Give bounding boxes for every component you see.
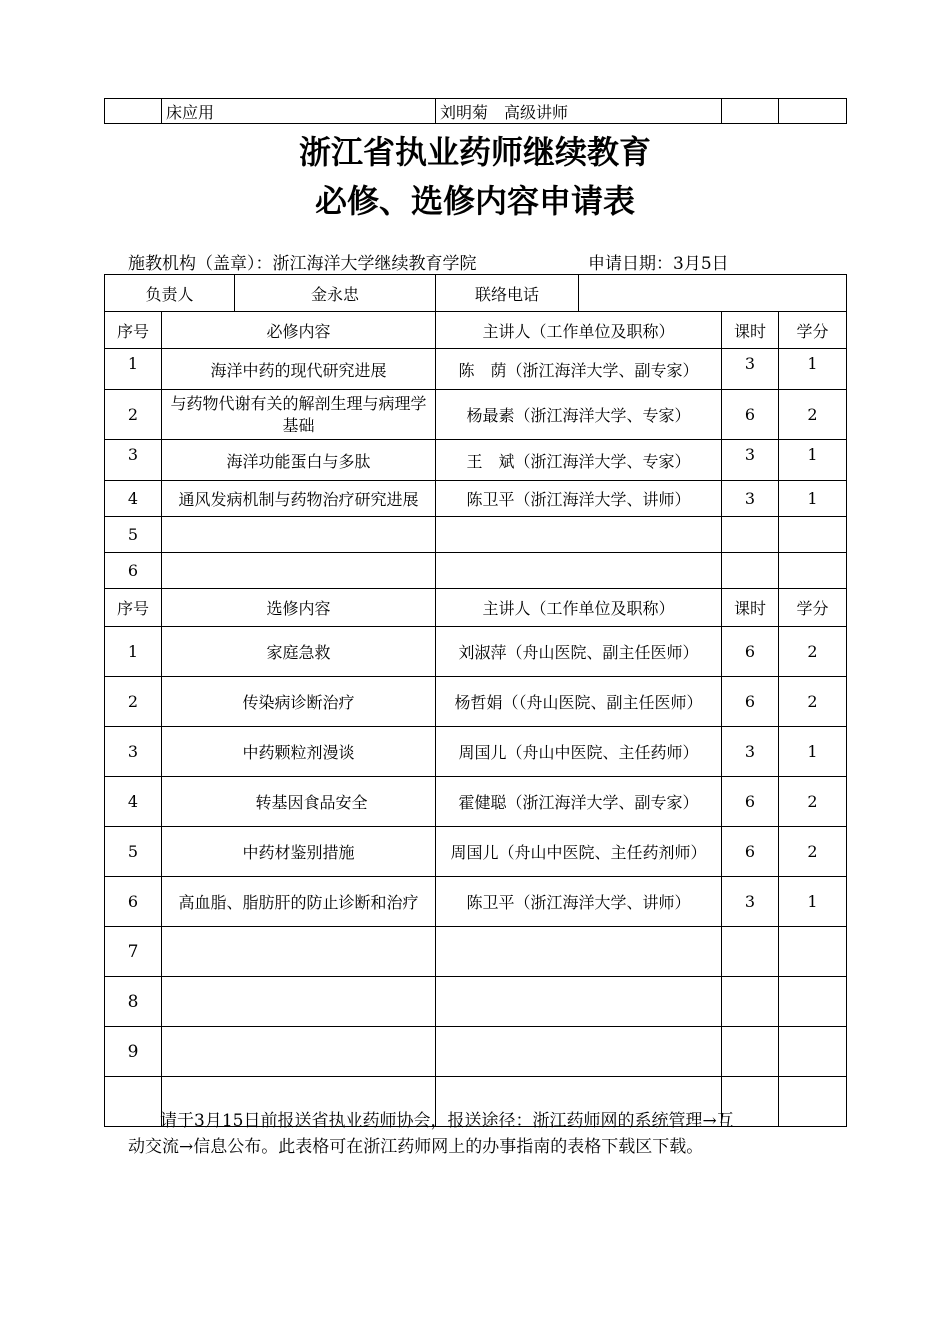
required-content: 与药物代谢有关的解剖生理与病理学基础 — [162, 390, 436, 440]
required-content: 海洋中药的现代研究进展 — [162, 349, 436, 390]
elective-header-row — [105, 589, 847, 627]
elective-lecturer — [436, 927, 722, 977]
table-row — [105, 553, 847, 589]
elective-credits: 1 — [779, 727, 847, 777]
elective-content: 转基因食品安全 — [162, 777, 436, 827]
elective-hours — [722, 977, 779, 1027]
required-credits: 1 — [779, 481, 847, 517]
footer-note-line-2: 动交流→信息公布。此表格可在浙江药师网上的办事指南的表格下载区下载。 — [128, 1137, 704, 1157]
elective-credits: 2 — [779, 777, 847, 827]
required-lecturer: 王 斌（浙江海洋大学、专家） — [436, 440, 722, 481]
responsible-label: 负责人 — [105, 275, 235, 312]
responsible-value: 金永忠 — [235, 275, 436, 312]
elective-no: 4 — [105, 777, 162, 827]
elective-no: 3 — [105, 727, 162, 777]
required-header-row — [105, 312, 847, 349]
elective-lecturer: 杨哲娟（（舟山医院、副主任医师） — [436, 677, 722, 727]
elective-content: 高血脂、脂肪肝的防止诊断和治疗 — [162, 877, 436, 927]
elective-content: 传染病诊断治疗 — [162, 677, 436, 727]
elective-credits: 2 — [779, 827, 847, 877]
elective-header-credits: 学分 — [779, 589, 847, 627]
elective-credits: 2 — [779, 677, 847, 727]
required-credits — [779, 553, 847, 589]
elective-credits: 1 — [779, 877, 847, 927]
required-no: 5 — [105, 517, 162, 553]
elective-no: 6 — [105, 877, 162, 927]
required-no: 4 — [105, 481, 162, 517]
phone-value — [579, 275, 847, 312]
table-row — [105, 827, 847, 877]
table-row — [105, 677, 847, 727]
elective-hours: 3 — [722, 877, 779, 927]
required-lecturer: 杨最素（浙江海洋大学、专家） — [436, 390, 722, 440]
elective-hours — [722, 1027, 779, 1077]
top-row-cell-4 — [779, 99, 847, 124]
elective-content: 中药颗粒剂漫谈 — [162, 727, 436, 777]
table-row — [105, 481, 847, 517]
required-no: 1 — [105, 349, 162, 390]
table-row — [105, 877, 847, 927]
elective-lecturer: 周国儿（舟山中医院、主任药剂师） — [436, 827, 722, 877]
elective-content — [162, 927, 436, 977]
required-hours — [722, 517, 779, 553]
elective-credits: 2 — [779, 627, 847, 677]
table-row — [105, 517, 847, 553]
required-content: 海洋功能蛋白与多肽 — [162, 440, 436, 481]
table-row — [105, 627, 847, 677]
contact-row — [105, 275, 847, 312]
elective-no: 9 — [105, 1027, 162, 1077]
top-row-cell-3 — [722, 99, 779, 124]
required-no: 2 — [105, 390, 162, 440]
required-header-lecturer: 主讲人（工作单位及职称） — [436, 312, 722, 349]
elective-no: 5 — [105, 827, 162, 877]
required-hours — [722, 553, 779, 589]
elective-header-no: 序号 — [105, 589, 162, 627]
elective-lecturer: 周国儿（舟山中医院、主任药师） — [436, 727, 722, 777]
elective-hours: 6 — [722, 677, 779, 727]
required-header-content: 必修内容 — [162, 312, 436, 349]
phone-label: 联络电话 — [436, 275, 579, 312]
elective-no: 8 — [105, 977, 162, 1027]
elective-content — [162, 1027, 436, 1077]
table-row — [105, 440, 847, 481]
table-row — [105, 777, 847, 827]
required-header-no: 序号 — [105, 312, 162, 349]
required-lecturer — [436, 553, 722, 589]
institution-text: 施教机构（盖章）：浙江海洋大学继续教育学院 — [128, 254, 477, 274]
required-lecturer — [436, 517, 722, 553]
application-date-text: 申请日期：3月5日 — [588, 254, 729, 274]
elective-hours: 6 — [722, 627, 779, 677]
required-credits — [779, 517, 847, 553]
table-row — [105, 99, 847, 124]
elective-hours: 6 — [722, 827, 779, 877]
required-hours: 3 — [722, 440, 779, 481]
table-row — [105, 390, 847, 440]
required-content — [162, 517, 436, 553]
table-row — [105, 1027, 847, 1077]
footer-note-line-1: 请于3月15日前报送省执业药师协会，报送途径：浙江药师网的系统管理→互 — [160, 1111, 734, 1131]
table-row — [105, 349, 847, 390]
elective-lecturer: 刘淑萍（舟山医院、副主任医师） — [436, 627, 722, 677]
required-content: 通风发病机制与药物治疗研究进展 — [162, 481, 436, 517]
elective-header-content: 选修内容 — [162, 589, 436, 627]
document-title-line-1: 浙江省执业药师继续教育 — [298, 133, 651, 171]
table-row — [105, 727, 847, 777]
elective-lecturer — [436, 977, 722, 1027]
elective-hours: 6 — [722, 777, 779, 827]
elective-no: 7 — [105, 927, 162, 977]
elective-lecturer — [436, 1027, 722, 1077]
elective-hours — [722, 927, 779, 977]
elective-lecturer: 陈卫平（浙江海洋大学、讲师） — [436, 877, 722, 927]
table-row — [105, 977, 847, 1027]
elective-header-hours: 课时 — [722, 589, 779, 627]
elective-credits — [779, 977, 847, 1027]
required-lecturer: 陈 荫（浙江海洋大学、副专家） — [436, 349, 722, 390]
required-no: 3 — [105, 440, 162, 481]
elective-content — [162, 977, 436, 1027]
elective-no: 1 — [105, 627, 162, 677]
top-row-cell-2: 刘明菊 高级讲师 — [436, 99, 722, 124]
required-header-hours: 课时 — [722, 312, 779, 349]
required-header-credits: 学分 — [779, 312, 847, 349]
elective-credits — [779, 927, 847, 977]
required-hours: 6 — [722, 390, 779, 440]
required-credits: 2 — [779, 390, 847, 440]
top-row-cell-1: 床应用 — [162, 99, 436, 124]
required-credits: 1 — [779, 440, 847, 481]
elective-header-lecturer: 主讲人（工作单位及职称） — [436, 589, 722, 627]
elective-content: 中药材鉴别措施 — [162, 827, 436, 877]
required-hours: 3 — [722, 481, 779, 517]
required-content — [162, 553, 436, 589]
elective-no: 2 — [105, 677, 162, 727]
elective-lecturer: 霍健聪（浙江海洋大学、副专家） — [436, 777, 722, 827]
elective-hours: 3 — [722, 727, 779, 777]
required-credits: 1 — [779, 349, 847, 390]
elective-content: 家庭急救 — [162, 627, 436, 677]
required-no: 6 — [105, 553, 162, 589]
table-row — [105, 927, 847, 977]
elective-credits — [779, 1027, 847, 1077]
top-row-cell-0 — [105, 99, 162, 124]
required-hours: 3 — [722, 349, 779, 390]
required-lecturer: 陈卫平（浙江海洋大学、讲师） — [436, 481, 722, 517]
previous-page-row — [104, 98, 847, 124]
application-table — [104, 274, 847, 1127]
document-title-line-2: 必修、选修内容申请表 — [314, 182, 635, 220]
